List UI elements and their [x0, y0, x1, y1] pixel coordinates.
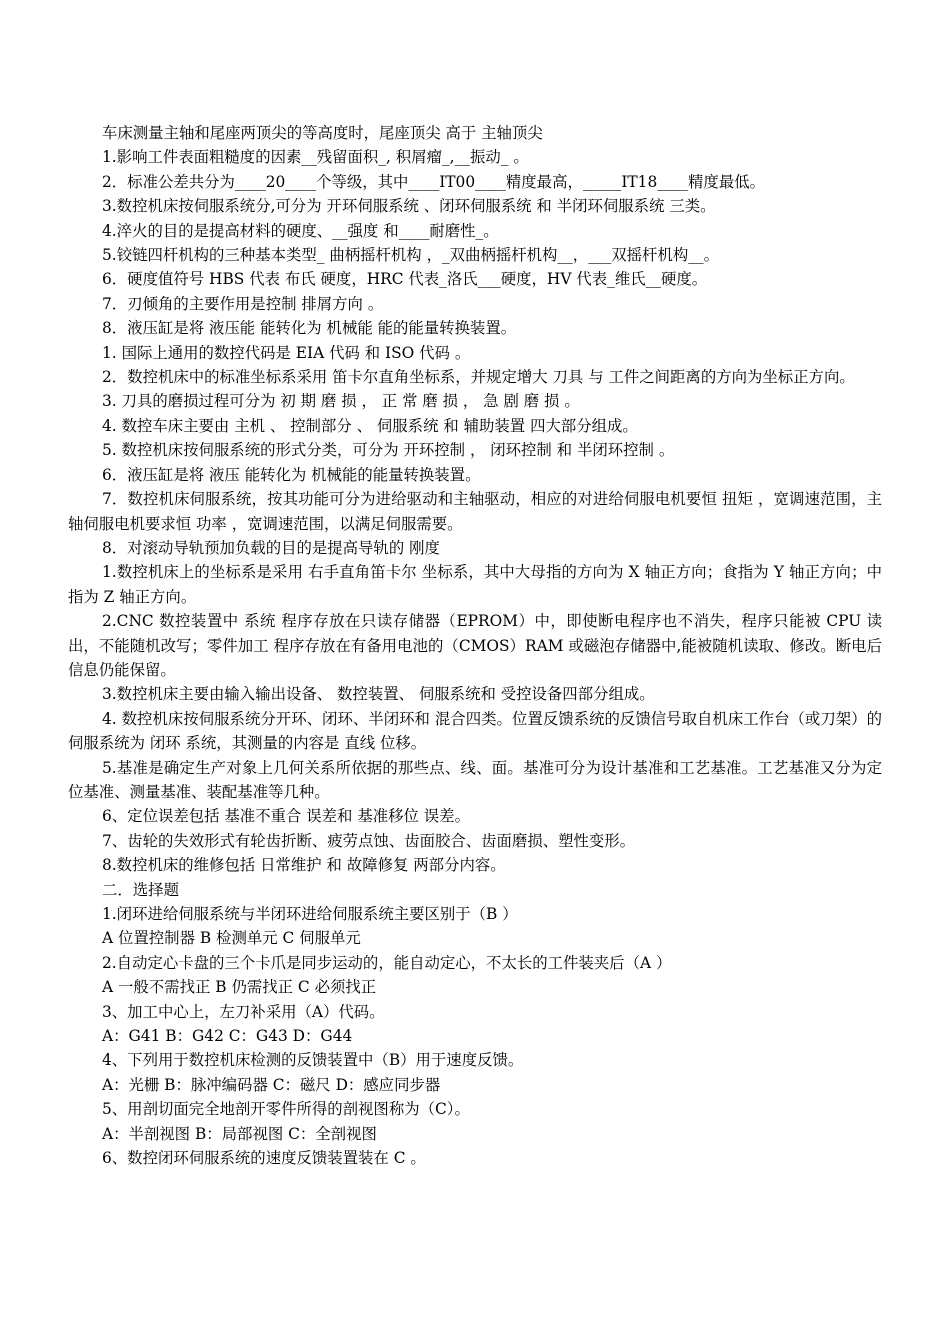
section-heading: 二．选择题 [102, 880, 179, 899]
paragraph: 1. 国际上通用的数控代码是 EIA 代码 和 ISO 代码 。 [102, 343, 471, 362]
paragraph: A：光栅 B：脉冲编码器 C：磁尺 D：感应同步器 [102, 1075, 441, 1094]
paragraph: 6、数控闭环伺服系统的速度反馈装置装在 C 。 [102, 1149, 426, 1168]
paragraph: 3.数控机床按伺服系统分,可分为 开环伺服系统 、闭环伺服系统 和 半闭环伺服系统 三类。 [102, 197, 716, 216]
paragraph: 3.数控机床主要由输入输出设备、 数控装置、 伺服系统和 受控设备四部分组成。 [102, 685, 655, 704]
paragraph: 5.铰链四杆机构的三种基本类型_ 曲柄摇杆机构 ，_双曲柄摇杆机构__，___双摇杆机构__。 [102, 246, 720, 265]
paragraph: 1.闭环进给伺服系统与半闭环进给伺服系统主要区别于（B ） [102, 905, 518, 923]
paragraph: 6、定位误差包括 基准不重合 误差和 基准移位 误差。 [102, 807, 470, 826]
paragraph: 4. 数控机床按伺服系统分开环、闭环、半闭环和 混合四类。位置反馈系统的反馈信号取自机床工作台（或刀架）的伺服系统为 闭环 系统，其测量的内容是 直线 位移。 [68, 709, 882, 753]
paragraph: 2.CNC 数控装置中 系统 程序存放在只读存储器（EPROM）中，即使断电程序也不消失，程序只能被 CPU 读出，不能随机改写；零件加工 程序存放在有备用电池的（CMOS）RAM 或磁泡存储器中,能被随机读取、修改。断电后信息仍能保留。 [68, 612, 882, 679]
paragraph: 1.影响工件表面粗糙度的因素__残留面积_, 积屑瘤_,__振动_ 。 [102, 148, 529, 167]
paragraph: 2．数控机床中的标准坐标系采用 笛卡尔直角坐标系，并规定增大 刀具 与 工件之间距离的方向为坐标正方向。 [102, 368, 855, 387]
paragraph: 车床测量主轴和尾座两顶尖的等高度时，尾座顶尖 高于 主轴顶尖 [102, 124, 543, 142]
paragraph: 3. 刀具的磨损过程可分为 初 期 磨 损 ， 正 常 磨 损 ， 急 剧 磨 损 。 [102, 392, 580, 411]
paragraph: 8．液压缸是将 液压能 能转化为 机械能 能的能量转换装置。 [102, 319, 517, 338]
paragraph: A：半剖视图 B：局部视图 C：全剖视图 [102, 1124, 377, 1143]
paragraph: A 一般不需找正 B 仍需找正 C 必须找正 [102, 978, 377, 997]
paragraph: 5. 数控机床按伺服系统的形式分类，可分为 开环控制 ， 闭环控制 和 半闭环控制 。 [102, 441, 675, 460]
paragraph: 3、加工中心上，左刀补采用（A）代码。 [102, 1002, 385, 1021]
paragraph: 7．数控机床伺服系统，按其功能可分为进给驱动和主轴驱动，相应的对进给伺服电机要恒 扭矩 ，宽调速范围，主轴伺服电机要求恒 功率 ，宽调速范围，以满足伺服需要。 [68, 490, 882, 533]
paragraph: 4.淬火的目的是提高材料的硬度、__强度 和____耐磨性_。 [102, 221, 499, 240]
paragraph: A：G41 B：G42 C：G43 D：G44 [102, 1027, 353, 1046]
paragraph: A 位置控制器 B 检测单元 C 伺服单元 [102, 929, 361, 948]
paragraph: 7、齿轮的失效形式有轮齿折断、疲劳点蚀、齿面胶合、齿面磨损、塑性变形。 [102, 831, 636, 850]
paragraph: 2.自动定心卡盘的三个卡爪是同步运动的，能自动定心，不太长的工件装夹后（A ） [102, 953, 672, 972]
paragraph: 2．标准公差共分为____20____个等级，其中____IT00____精度最高，_____IT18____精度最低。 [102, 172, 765, 191]
paragraph: 6．硬度值符号 HBS 代表 布氏 硬度，HRC 代表_洛氏___硬度，HV 代表_维氏__硬度。 [102, 270, 708, 289]
paragraph: 8．对滚动导轨预加负载的目的是提高导轨的 刚度 [102, 538, 440, 557]
paragraph: 6．液压缸是将 液压 能转化为 机械能的能量转换装置。 [102, 465, 481, 484]
paragraph: 7．刃倾角的主要作用是控制 排屑方向 。 [102, 294, 384, 313]
paragraph: 5、用剖切面完全地剖开零件所得的剖视图称为（C）。 [102, 1100, 470, 1119]
paragraph: 4. 数控车床主要由 主机 、 控制部分 、 伺服系统 和 辅助装置 四大部分组成。 [102, 416, 638, 435]
paragraph: 8.数控机床的维修包括 日常维护 和 故障修复 两部分内容。 [102, 856, 506, 875]
paragraph: 4、下列用于数控机床检测的反馈装置中（B）用于速度反馈。 [102, 1051, 524, 1070]
paragraph: 1.数控机床上的坐标系是采用 右手直角笛卡尔 坐标系，其中大母指的方向为 X 轴正方向；食指为 Y 轴正方向；中指为 Z 轴正方向。 [68, 563, 882, 606]
paragraph: 5.基准是确定生产对象上几何关系所依据的那些点、线、面。基准可分为设计基准和工艺基准。工艺基准又分为定位基准、测量基准、装配基准等几种。 [68, 758, 882, 801]
